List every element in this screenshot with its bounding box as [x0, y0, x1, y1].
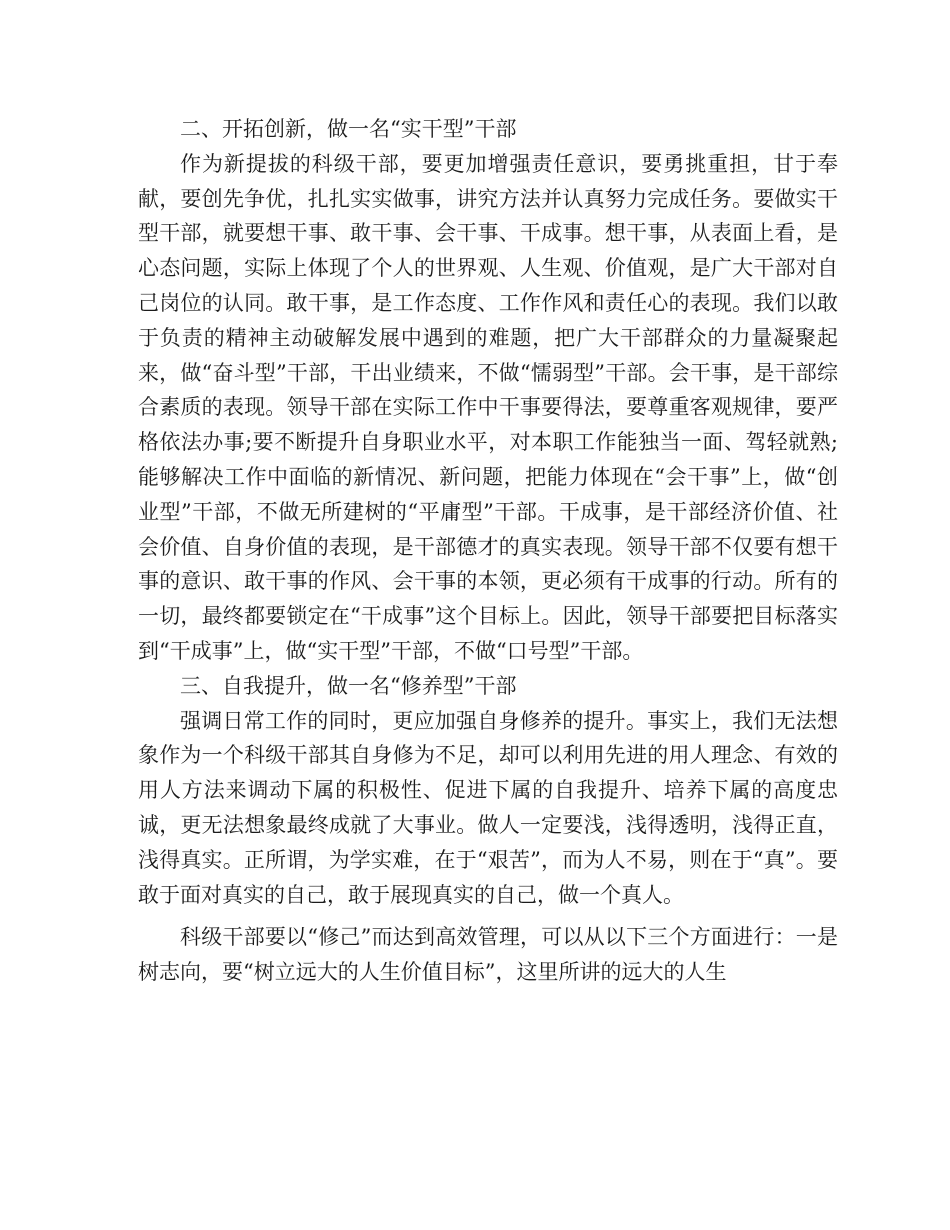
section-heading-2: 二、开拓创新，做一名“实干型”干部: [180, 117, 517, 141]
body-paragraph: 强调日常工作的同时，更应加强自身修养的提升。事实上，我们无法想象作为一个科级干部其自身修为不足，却可以利用先进的用人理念、有效的用人方法来调动下属的积极性、促进下属的自我提升、培养下属的高度忠诚，更无法想象最终成就了大事业。做人一定要浅，浅得透明，浅得正直，浅得真实。正所谓，为学实难，在于“艰苦”，而为人不易，则在于“真”。要敢于面对真实的自己，敢于展现真实的自己，做一个真人。: [138, 708, 838, 907]
document-body: [138, 112, 838, 990]
body-paragraph: 作为新提拔的科级干部，要更加增强责任意识，要勇挑重担，甘于奉献，要创先争优，扎扎实实做事，讲究方法并认真努力完成任务。要做实干型干部，就要想干事、敢干事、会干事、干成事。想干事，从表面上看，是心态问题，实际上体现了个人的世界观、人生观、价值观，是广大干部对自己岗位的认同。敢干事，是工作态度、工作作风和责任心的表现。我们以敢于负责的精神主动破解发展中遇到的难题，把广大干部群众的力量凝聚起来，做“奋斗型”干部，干出业绩来，不做“懦弱型”干部。会干事，是干部综合素质的表现。领导干部在实际工作中干事要得法，要尊重客观规律，要严格依法办事;要不断提升自身职业水平，对本职工作能独当一面、驾轻就熟;能够解决工作中面临的新情况、新问题，把能力体现在“会干事”上，做“创业型”干部，不做无所建树的“平庸型”干部。干成事，是干部经济价值、社会价值、自身价值的表现，是干部德才的真实表现。领导干部不仅要有想干事的意识、敢干事的作风、会干事的本领，更必须有干成事的行动。所有的一切，最终都要锁定在“干成事”这个目标上。因此，领导干部要把目标落实到“干成事”上，做“实干型”干部，不做“口号型”干部。: [138, 151, 838, 663]
section-heading-3: 三、自我提升，做一名“修养型”干部: [180, 673, 517, 698]
body-paragraph: 科级干部要以“修己”而达到高效管理，可以从以下三个方面进行：一是树志向，要“树立远大的人生价值目标”，这里所讲的远大的人生: [138, 925, 838, 985]
